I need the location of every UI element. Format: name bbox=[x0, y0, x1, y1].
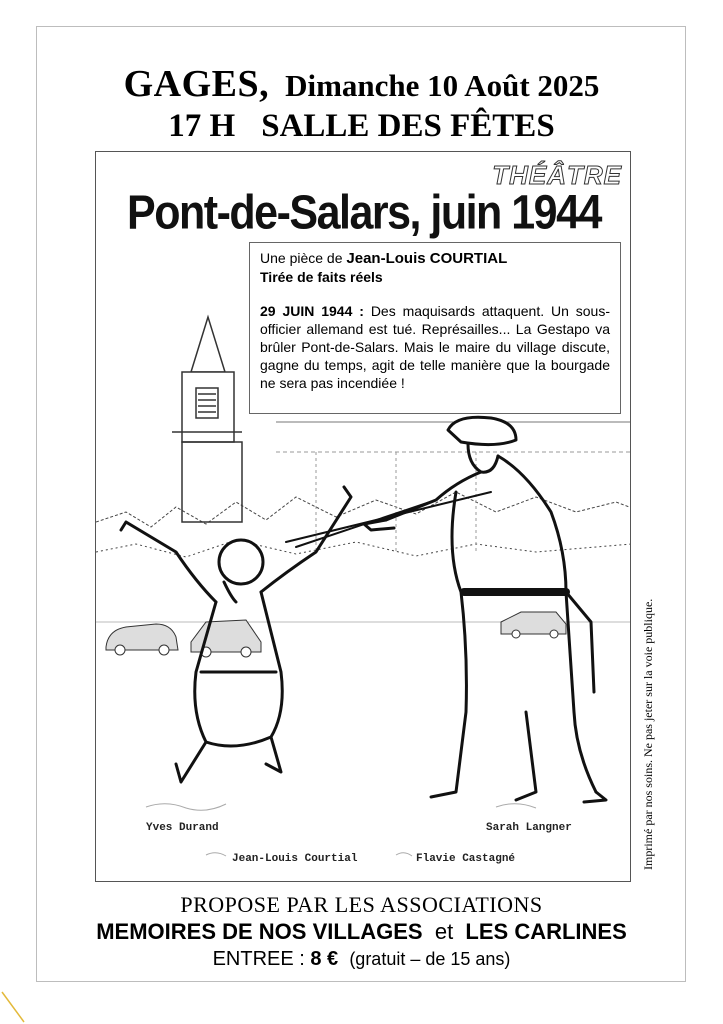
organizers-line bbox=[0, 919, 723, 945]
event-city: GAGES, bbox=[123, 63, 270, 105]
entry-label: ENTREE : bbox=[212, 948, 305, 970]
cast-member: Jean-Louis Courtial bbox=[232, 853, 358, 865]
entry-price-note: (gratuit – de 15 ans) bbox=[349, 949, 511, 969]
cast-member: Sarah Langner bbox=[486, 822, 572, 834]
parked-cars-illustration bbox=[106, 612, 566, 657]
association-1: MEMOIRES DE NOS VILLAGES bbox=[96, 919, 423, 944]
author-line bbox=[260, 249, 610, 268]
play-info-box bbox=[249, 242, 621, 414]
play-subtitle: Tirée de faits réels bbox=[260, 269, 383, 285]
author-prefix: Une pièce de bbox=[260, 250, 343, 266]
entry-line bbox=[0, 948, 723, 971]
organizers-intro: PROPOSE PAR LES ASSOCIATIONS bbox=[180, 892, 543, 917]
cast-member: Yves Durand bbox=[146, 822, 219, 834]
event-time: 17 H bbox=[168, 108, 236, 144]
play-poster bbox=[95, 151, 631, 882]
corner-mark bbox=[0, 990, 30, 1024]
entry-price: 8 € bbox=[310, 948, 339, 970]
event-header-line2 bbox=[0, 108, 723, 145]
soldier-illustration bbox=[286, 417, 606, 802]
play-title: Pont-de-Salars, juin 1944 bbox=[127, 186, 601, 240]
event-date: Dimanche 10 Août 2025 bbox=[285, 68, 600, 103]
author-name: Jean-Louis COURTIAL bbox=[346, 250, 508, 267]
synopsis bbox=[260, 302, 610, 392]
and-word: et bbox=[434, 919, 454, 944]
event-header-line1 bbox=[0, 62, 723, 106]
print-notice: Imprimé par nos soins. Ne pas jeter sur la voie publique. bbox=[641, 598, 655, 870]
synopsis-date: 29 JUIN 1944 : bbox=[260, 303, 364, 319]
church-illustration bbox=[172, 317, 242, 522]
event-venue: SALLE DES FÊTES bbox=[261, 108, 555, 144]
association-2: LES CARLINES bbox=[465, 919, 627, 944]
synopsis-text: Des maquisards attaquent. Un sous-officier allemand est tué. Représailles... La Gestapo va brûler Pont-de-Salars. Mais le maire du village discute, gagne du temps, agit de telle manière que la bourgade ne sera pas incendiée ! bbox=[260, 303, 610, 391]
cast-member: Flavie Castagné bbox=[416, 853, 516, 865]
genre-label: THÉÂTRE bbox=[492, 160, 622, 190]
